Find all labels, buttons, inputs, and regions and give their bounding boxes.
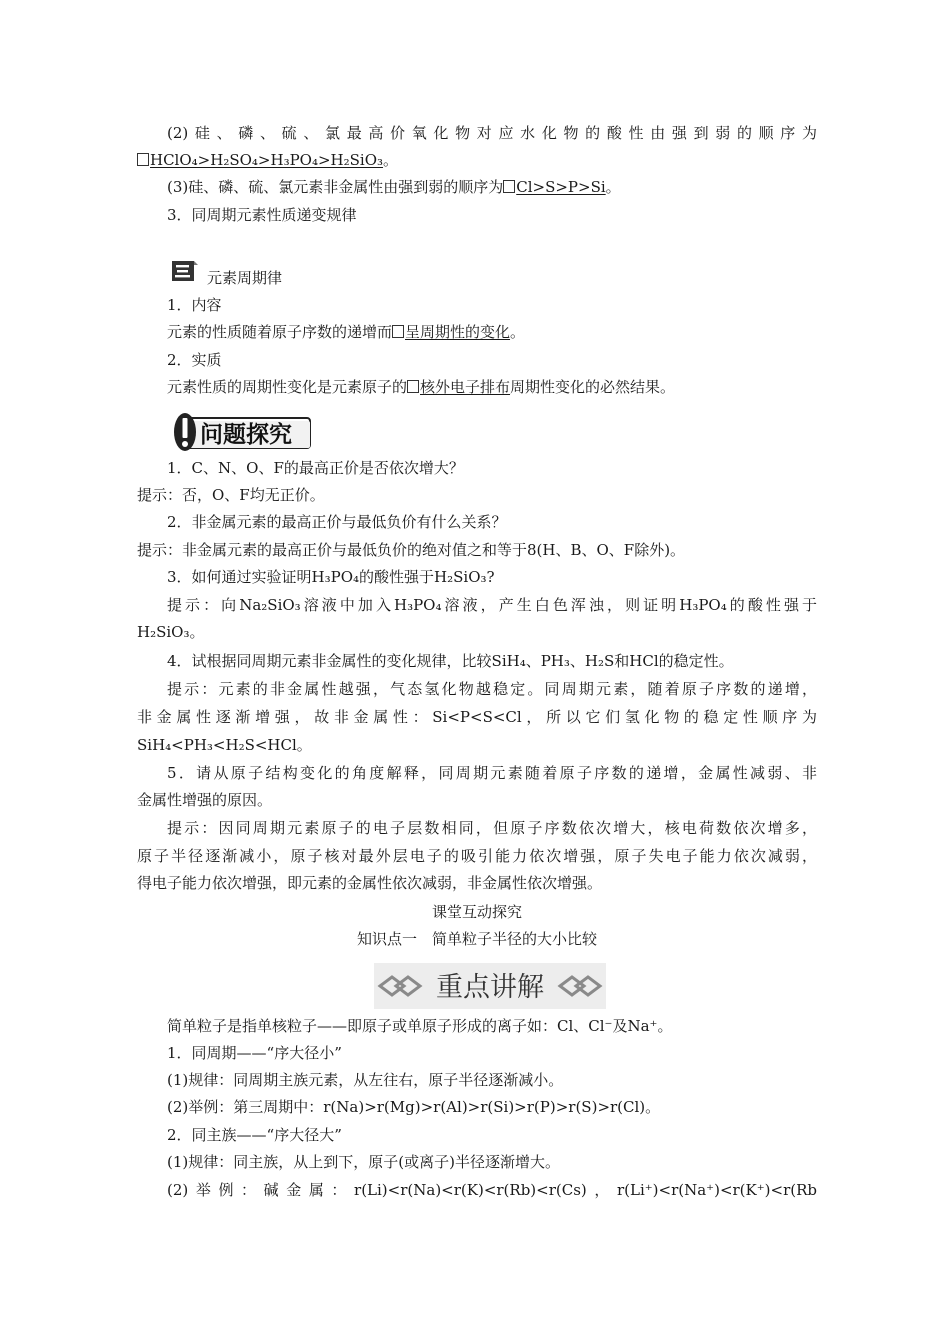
text-line: 2．实质 (167, 351, 222, 369)
banner-text: 问题探究 (200, 422, 292, 448)
answer-text: Cl>S>P>Si (516, 178, 606, 196)
text-line: 2．非金属元素的最高正价与最低负价有什么关系？ (167, 513, 507, 531)
problem-inquiry-banner (172, 412, 314, 452)
text-line: 元素性质的周期性变化是元素原子的 核外电子排布周期性变化的必然结果。 (167, 378, 676, 396)
key-explanation-banner (374, 963, 606, 1009)
text-line: 得电子能力依次增强，即元素的金属性依次减弱，非金属性依次增强。 (137, 874, 603, 892)
text-line: 提示：非金属元素的最高正价与最低负价的绝对值之和等于8(H、B、O、F除外)。 (137, 541, 686, 559)
text-line: 元素的性质随着原子序数的递增而 呈周期性的变化。 (167, 323, 526, 341)
section-heading: 课堂互动探究 (431, 903, 522, 921)
text-line: 3．同周期元素性质递变规律 (167, 206, 357, 224)
text-line: 1．同周期——“序大径小” (167, 1044, 342, 1062)
answer-box-icon (392, 325, 404, 338)
text-line: 1．C、N、O、F的最高正价是否依次增大？ (167, 459, 464, 477)
text-line: 简单粒子是指单核粒子——即原子或单原子形成的离子如：Cl、Cl⁻及Na⁺。 (167, 1017, 673, 1035)
section-title: 元素周期律 (207, 269, 283, 287)
text-line: 提示：元素的非金属性越强，气态氢化物越稳定。同周期元素，随着原子序数的递增， (167, 680, 817, 698)
answer-box-icon (503, 180, 515, 193)
text-line: (2)举例：碱金属：r(Li)<r(Na)<r(K)<r(Rb)<r(Cs)，r(Li⁺)<r(Na⁺)<r(K⁺)<r(Rb (167, 1181, 817, 1199)
section-three-icon (172, 261, 198, 281)
text-line: 2．同主族——“序大径大” (167, 1126, 342, 1144)
text-line: 5．请从原子结构变化的角度解释，同周期元素随着原子序数的递增，金属性减弱、非 (167, 764, 817, 782)
answer-text: 核外电子排布 (420, 378, 511, 396)
text-line: 提示：向Na₂SiO₃溶液中加入H₃PO₄溶液，产生白色浑浊，则证明H₃PO₄的酸性强于 (167, 596, 817, 614)
text-line: (1)规律：同主族，从上到下，原子(或离子)半径逐渐增大。 (167, 1153, 560, 1171)
text-line: SiH₄<PH₃<H₂S<HCl。 (137, 736, 312, 754)
text-line: 提示：否，O、F均无正价。 (137, 486, 325, 504)
text-line: (2)硅、磷、硫、氯最高价氧化物对应水化物的酸性由强到弱的顺序为 (167, 124, 817, 142)
text-line: 3．如何通过实验证明H₃PO₄的酸性强于H₂SiO₃? (167, 568, 495, 586)
text-line: 金属性增强的原因。 (137, 791, 273, 809)
text-line: (2)举例：第三周期中：r(Na)>r(Mg)>r(Al)>r(Si)>r(P)>r(S)>r(Cl)。 (167, 1098, 661, 1116)
text-line: (3)硅、磷、硫、氯元素非金属性由强到弱的顺序为 Cl>S>P>Si。 (167, 178, 621, 196)
answer-text: 呈周期性的变化 (405, 323, 511, 341)
text-line: 1．内容 (167, 296, 222, 314)
text-line: 原子半径逐渐减小，原子核对最外层电子的吸引能力依次增强，原子失电子能力依次减弱， (137, 847, 817, 865)
knowledge-point-heading: 知识点一 简单粒子半径的大小比较 (356, 930, 597, 948)
banner-text: 重点讲解 (436, 972, 544, 1003)
text-line: 提示：因同周期元素原子的电子层数相同，但原子序数依次增大，核电荷数依次增多， (167, 819, 817, 837)
text-line: 非金属性逐渐增强，故非金属性：Si<P<S<Cl，所以它们氢化物的稳定性顺序为 (137, 708, 817, 726)
text-line: H₂SiO₃。 (137, 623, 205, 641)
answer-box-icon (137, 153, 149, 166)
text-line: (1)规律：同周期主族元素，从左往右，原子半径逐渐减小。 (167, 1071, 564, 1089)
text-line: 4．试根据同周期元素非金属性的变化规律，比较SiH₄、PH₃、H₂S和HCl的稳定性。 (167, 652, 734, 670)
text-line: HClO₄>H₂SO₄>H₃PO₄>H₂SiO₃。 (137, 150, 817, 170)
answer-box-icon (407, 380, 419, 393)
answer-text: HClO₄>H₂SO₄>H₃PO₄>H₂SiO₃ (150, 151, 384, 169)
